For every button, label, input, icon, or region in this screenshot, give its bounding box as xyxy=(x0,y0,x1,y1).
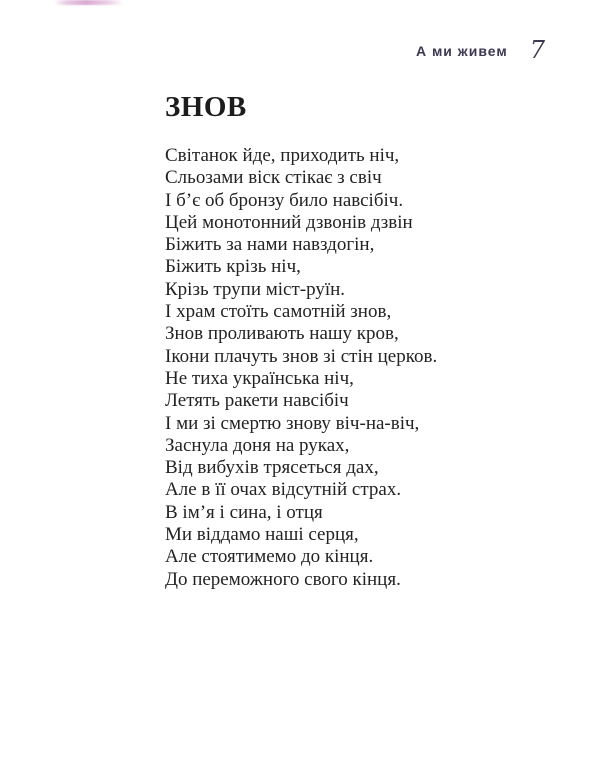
poem-line: Сльозами віск стікає з свіч xyxy=(165,167,382,189)
poem-line: Не тиха українська ніч, xyxy=(165,367,354,389)
poem-line: Ми віддамо наші серця, xyxy=(165,524,359,546)
running-head-text: А ми живем xyxy=(415,43,508,59)
poem-line: Світанок йде, приходить ніч, xyxy=(165,145,400,166)
poem-line: Знов проливають нашу кров, xyxy=(165,323,399,345)
poem-line: Від вибухів трясеться дах, xyxy=(165,457,379,479)
poem-line: І ми зі смертю знову віч-на-віч, xyxy=(165,412,420,434)
poem-line: Біжить крізь ніч, xyxy=(165,256,301,278)
poem-line: Ікони плачуть знов зі стін церков. xyxy=(165,345,438,367)
poem-line: І б’є об бронзу било навсібіч. xyxy=(165,189,404,211)
poem-line: До переможного свого кінця. xyxy=(165,568,401,590)
poem-line: Крізь трупи міст-руїн. xyxy=(165,278,346,300)
running-header xyxy=(0,36,545,62)
poem-line: Але в її очах відсутній страх. xyxy=(165,479,402,501)
poem-body xyxy=(165,145,555,591)
poem-line: В ім’я і сина, і отця xyxy=(165,501,323,523)
pink-smudge-mark xyxy=(54,0,124,5)
poem-line: Летять ракети навсібіч xyxy=(165,390,349,412)
poem-line: Заснула доня на руках, xyxy=(165,434,350,456)
poem-line: Цей монотонний дзвонів дзвін xyxy=(165,211,413,233)
poem-title: ЗНОВ xyxy=(165,91,247,123)
poem-line: Але стоятимемо до кінця. xyxy=(165,546,374,568)
poem-line: І храм стоїть самотній знов, xyxy=(165,301,392,323)
page-number: 7 xyxy=(529,36,545,64)
poem-line: Біжить за нами навздогін, xyxy=(165,234,375,256)
